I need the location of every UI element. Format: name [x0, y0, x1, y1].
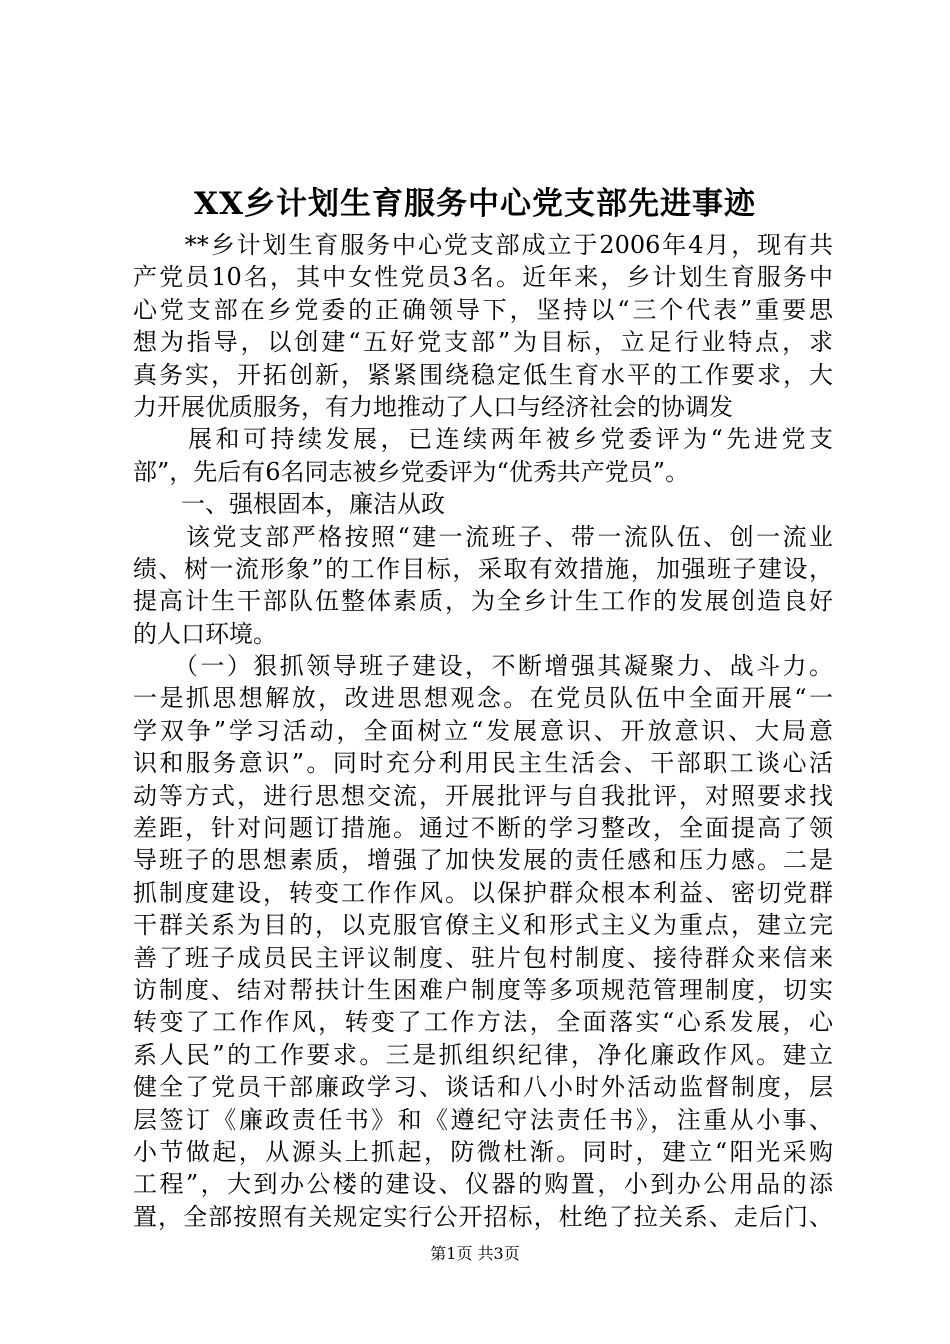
page-footer: 第1页 共3页	[430, 1244, 520, 1263]
body-line: 一是抓思想解放，改进思想观念。在党员队伍中全面开展“一	[133, 684, 833, 713]
body-line: 提高计生干部队伍整体素质，为全乡计生工作的发展创造良好	[133, 587, 833, 616]
document-body	[133, 229, 833, 1233]
body-line: 真务实，开拓创新，紧紧围绕稳定低生育水平的工作要求，大	[133, 360, 833, 389]
body-line: 干群关系为目的，以克服官僚主义和形式主义为重点，建立完	[133, 911, 833, 940]
body-line: 展和可持续发展，已连续两年被乡党委评为“先进党支	[133, 425, 833, 454]
body-line: 系人民”的工作要求。三是抓组织纪律，净化廉政作风。建立	[133, 1040, 833, 1069]
body-line: 部”，先后有6名同志被乡党委评为“优秀共产党员”。	[133, 457, 690, 486]
body-line: 产党员10名，其中女性党员3名。近年来，乡计划生育服务中	[133, 263, 833, 292]
body-line: 心党支部在乡党委的正确领导下，坚持以“三个代表”重要思	[133, 295, 833, 324]
body-line: 置，全部按照有关规定实行公开招标，杜绝了拉关系、走后门、	[133, 1202, 833, 1231]
body-line: 层签订《廉政责任书》和《遵纪守法责任书》，注重从小事、	[133, 1105, 833, 1134]
body-line: 导班子的思想素质，增强了加快发展的责任感和压力感。二是	[133, 846, 833, 875]
body-line: 力开展优质服务，有力地推动了人口与经济社会的协调发	[133, 392, 733, 421]
body-line: 善了班子成员民主评议制度、驻片包村制度、接待群众来信来	[133, 943, 833, 972]
document-title: XX乡计划生育服务中心党支部先进事迹	[193, 186, 757, 222]
body-line: 工程”，大到办公楼的建设、仪器的购置，小到办公用品的添	[133, 1170, 833, 1199]
body-line: 差距，针对问题订措施。通过不断的学习整改，全面提高了领	[133, 814, 833, 843]
body-line: 访制度、结对帮扶计生困难户制度等多项规范管理制度，切实	[133, 975, 833, 1004]
body-line: 学双争”学习活动，全面树立“发展意识、开放意识、大局意	[133, 716, 833, 745]
body-line: **乡计划生育服务中心党支部成立于2006年4月，现有共	[133, 231, 833, 259]
body-line: 的人口环境。	[133, 619, 277, 648]
body-line: 抓制度建设，转变工作作风。以保护群众根本利益、密切党群	[133, 878, 833, 907]
body-line: 转变了工作作风，转变了工作方法，全面落实“心系发展，心	[133, 1008, 833, 1037]
body-line: 识和服务意识”。同时充分利用民主生活会、干部职工谈心活	[133, 749, 833, 778]
body-line: 该党支部严格按照“建一流班子、带一流队伍、创一流业	[133, 522, 833, 551]
body-line: 想为指导，以创建“五好党支部”为目标，立足行业特点，求	[133, 328, 833, 357]
body-line: （一）狠抓领导班子建设，不断增强其凝聚力、战斗力。	[133, 652, 833, 681]
body-line: 绩、树一流形象”的工作目标，采取有效措施，加强班子建设，	[133, 554, 833, 583]
body-line: 健全了党员干部廉政学习、谈话和八小时外活动监督制度，层	[133, 1073, 833, 1102]
body-line: 动等方式，进行思想交流，开展批评与自我批评，对照要求找	[133, 781, 833, 810]
body-line: 小节做起，从源头上抓起，防微杜渐。同时，建立“阳光采购	[133, 1137, 833, 1166]
body-line: 一、强根固本，廉洁从政	[133, 490, 445, 519]
